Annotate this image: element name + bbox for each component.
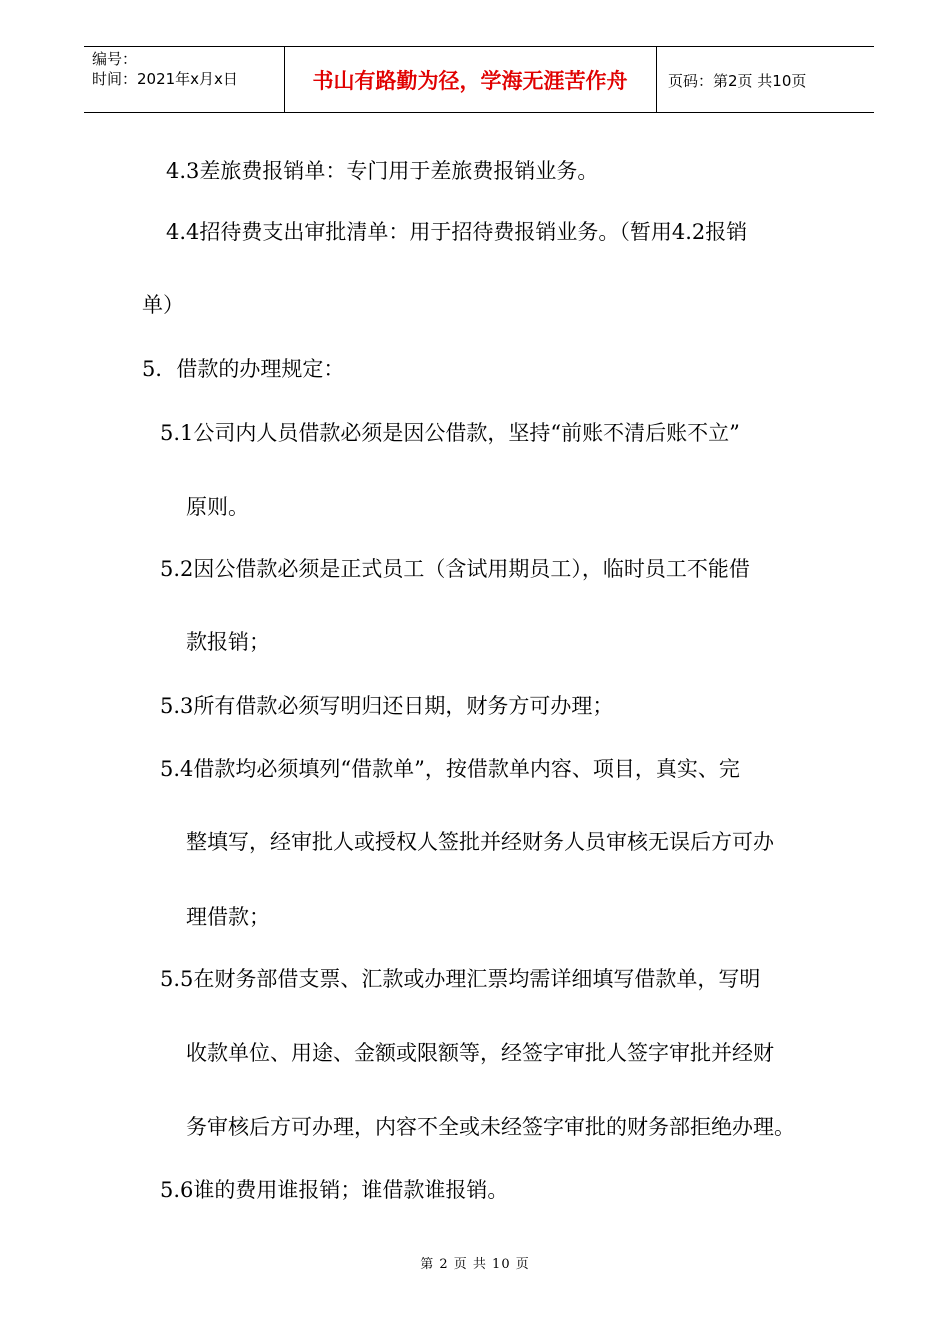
body-line: 5.1公司内人员借款必须是因公借款，坚持“前账不清后账不立”: [160, 421, 740, 445]
body-line: 5.6谁的费用谁报销；谁借款谁报销。: [160, 1178, 509, 1202]
page-footer: 第 2 页 共 10 页: [420, 1257, 530, 1272]
body-line: 务审核后方可办理，内容不全或未经签字审批的财务部拒绝办理。: [186, 1115, 795, 1139]
body-line: 整填写，经审批人或授权人签批并经财务人员审核无误后方可办: [186, 830, 774, 854]
body-line: 5.2因公借款必须是正式员工（含试用期员工），临时员工不能借: [160, 557, 750, 581]
header-number-label: 编号：: [92, 50, 138, 68]
header-page-info: 页码：第2页 共10页: [668, 72, 807, 90]
body-line: 收款单位、用途、金额或限额等，经签字审批人签字审批并经财: [186, 1041, 774, 1065]
body-line: 4.4招待费支出审批清单：用于招待费报销业务。（暂用4.2报销: [166, 220, 748, 244]
body-line: 款报销；: [186, 630, 270, 654]
body-line: 5.3所有借款必须写明归还日期，财务方可办理；: [160, 694, 614, 718]
header-divider-right: [656, 47, 657, 112]
body-line: 5.5在财务部借支票、汇款或办理汇票均需详细填写借款单，写明: [160, 967, 761, 991]
header-motto: 书山有路勤为径，学海无涯苦作舟: [312, 69, 628, 93]
body-line: 原则。: [186, 495, 249, 519]
body-line: 4.3差旅费报销单：专门用于差旅费报销业务。: [166, 159, 599, 183]
section-heading: 5．借款的办理规定：: [142, 357, 345, 381]
body-line: 5.4借款均必须填列“借款单”，按借款单内容、项目，真实、完: [160, 757, 740, 781]
page-header: [84, 46, 874, 113]
body-line: 理借款；: [186, 905, 270, 929]
header-meta: [92, 49, 238, 89]
header-time-label: 时间：2021年x月x日: [92, 70, 238, 88]
body-line: 单）: [142, 293, 184, 317]
